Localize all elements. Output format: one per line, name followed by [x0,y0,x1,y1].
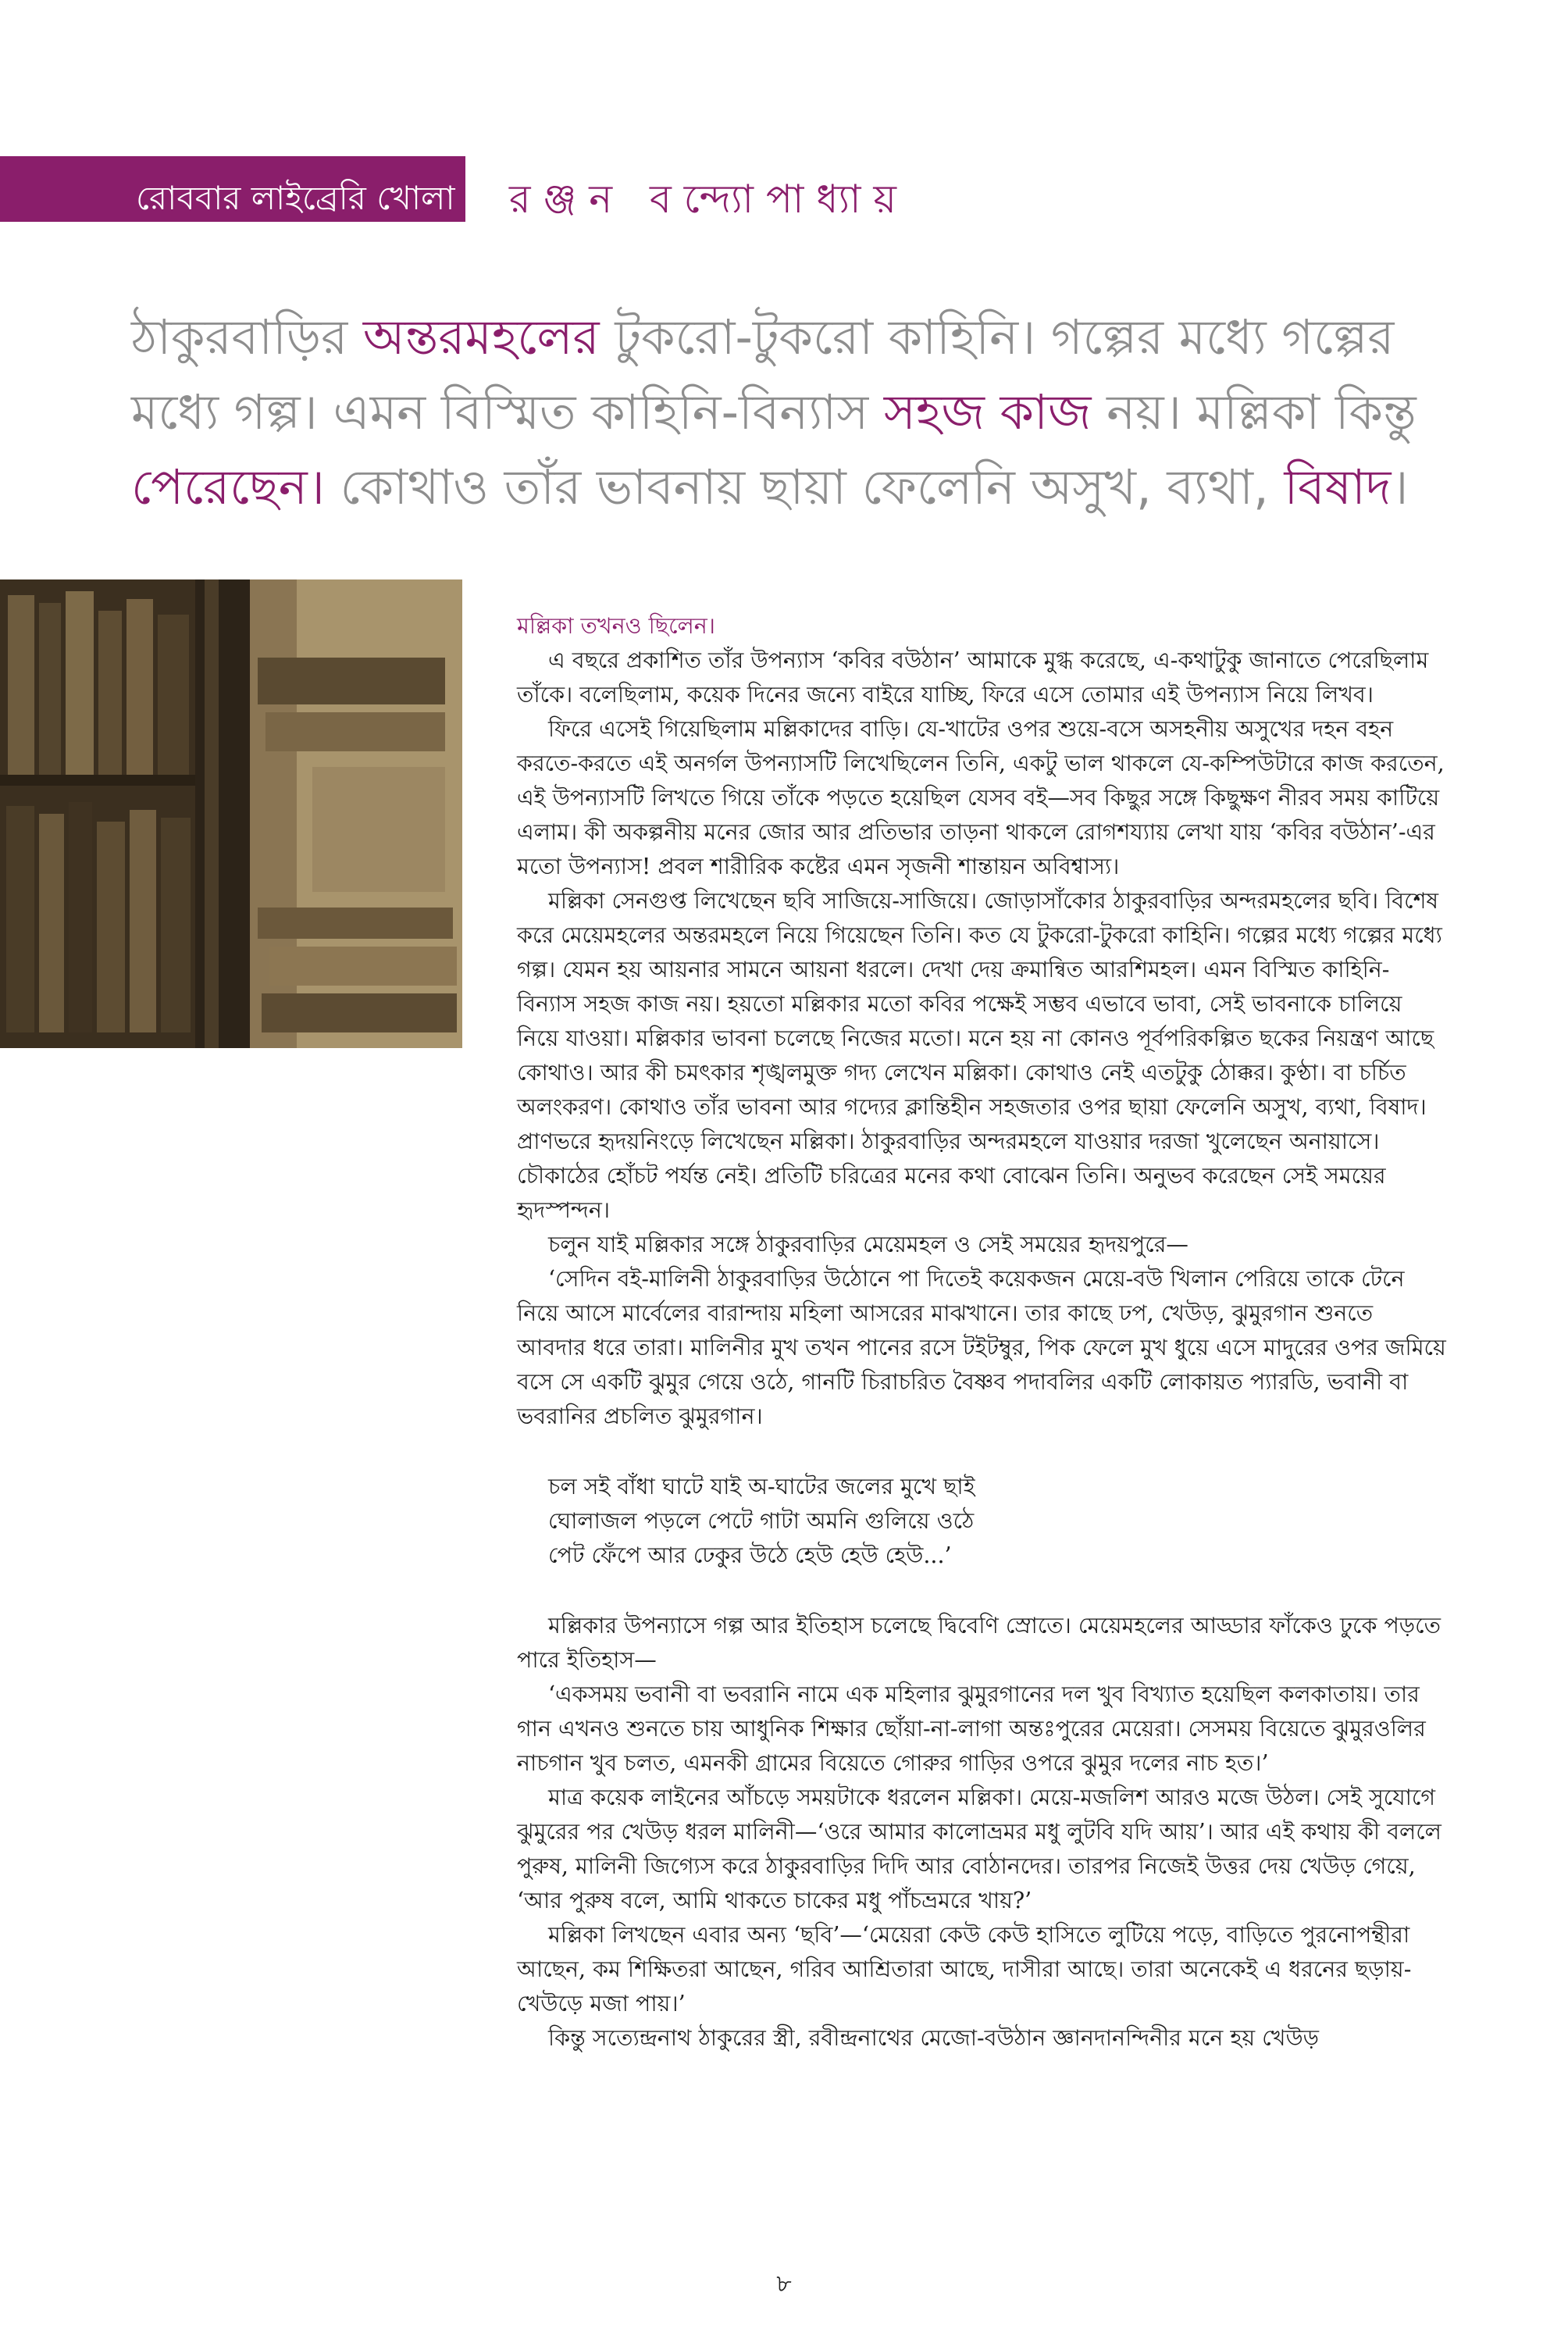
poem-line: চল সই বাঁধা ঘাটে যাই অ-ঘাটের জলের মুখে ছাই [548,1474,975,1500]
library-bookshelf-photo [0,579,462,1048]
article-paragraph: কিন্তু সত্যেন্দ্রনাথ ঠাকুরের স্ত্রী, রবীন্দ্রনাথের মেজো-বউঠান জ্ঞানদানন্দিনীর মনে হয় খেউড় [548,2025,1319,2051]
standfirst-text: । [1391,458,1409,515]
quoted-poem [548,1470,1446,1573]
author-name: রঞ্জন বন্দ্যোপাধ্যায় [509,177,909,222]
article-paragraph: মল্লিকা সেনগুপ্ত লিখেছেন ছবি সাজিয়ে-সাজিয়ে। জোড়াসাঁকোর ঠাকুরবাড়ির অন্দরমহলের ছবি। বিশেষ করে মেয়েমহলের অন্তরমহলে নিয়ে গিয়েছেন তিনি। কত যে টুকরো-টুকরো কাহিনি। গল্পের মধ্যে গল্পের মধ্যে গল্প। যেমন হয় আয়নার সামনে আয়না ধরলে। দেখা দেয় ক্রমান্বিত আরশিমহল। এমন বিস্মিত কাহিনি-বিন্যাস সহজ কাজ নয়। হয়তো মল্লিকার মতো কবির পক্ষেই সম্ভব এভাবে ভাবা, সেই ভাবনাকে চালিয়ে নিয়ে যাওয়া। মল্লিকার ভাবনা চলেছে নিজের মতো। মনে হয় না কোনও পূর্বপরিকল্পিত ছকের নিয়ন্ত্রণ আছে কোথাও। আর কী চমৎকার শৃঙ্খলমুক্ত গদ্য লেখেন মল্লিকা। কোথাও নেই এতটুকু ঠোক্কর। কুণ্ঠা। বা চর্চিত অলংকরণ। কোথাও তাঁর ভাবনা আর গদ্যের ক্লান্তিহীন সহজতার ওপর ছায়া ফেলেনি অসুখ, ব্যথা, বিষাদ। প্রাণভরে হৃদয়নিংড়ে লিখেছেন মল্লিকা। ঠাকুরবাড়ির অন্দরমহলে যাওয়ার দরজা খুলেছেন অনায়াসে। চৌকাঠের হোঁচট পর্যন্ত নেই। প্রতিটি চরিত্রের মনের কথা বোঝেন তিনি। অনুভব করেছেন সেই সময়ের হৃদস্পন্দন। [517,888,1442,1223]
poem-line: ঘোলাজল পড়লে পেটে গাটা অমনি গুলিয়ে ওঠে [548,1508,975,1534]
article-paragraph: ‘একসময় ভবানী বা ভবরানি নামে এক মহিলার ঝুমুরগানের দল খুব বিখ্যাত হয়েছিল কলকাতায়। তার গান এখনও শুনতে চায় আধুনিক শিক্ষার ছোঁয়া-না-লাগা অন্তঃপুরের মেয়েরা। সেসময় বিয়েতে ঝুমুরওলির নাচগান খুব চলত, এমনকী গ্রামের বিয়েতে গোরুর গাড়ির ওপরে ঝুমুর দলের নাচ হত।’ [517,1681,1426,1776]
article-paragraph: মল্লিকা লিখছেন এবার অন্য ‘ছবি’—‘মেয়েরা কেউ কেউ হাসিতে লুটিয়ে পড়ে, বাড়িতে পুরনোপন্থীরা আছেন, কম শিক্ষিতরা আছেন, গরিব আশ্রিতারা আছে, দাসীরা আছে। তারা অনেকেই এ ধরনের ছড়ায়-খেউড়ে মজা পায়।’ [517,1922,1412,2017]
standfirst-highlight: পেরেছেন। [131,458,325,515]
article-body [517,609,1446,2056]
article-paragraph: চলুন যাই মল্লিকার সঙ্গে ঠাকুরবাড়ির মেয়েমহল ও সেই সময়ের হৃদয়পুরে— [548,1232,1188,1257]
article-paragraph: এ বছরে প্রকাশিত তাঁর উপন্যাস ‘কবির বউঠান’ আমাকে মুগ্ধ করেছে, এ-কথাটুকু জানাতে পেরেছিলাম তাঁকে। বলেছিলাম, কয়েক দিনের জন্যে বাইরে যাচ্ছি, ফিরে এসে তোমার এই উপন্যাস নিয়ে লিখব। [517,647,1429,708]
standfirst-highlight: বিষাদ [1284,458,1392,515]
standfirst-text: নয়। মল্লিকা কিন্তু [1091,383,1417,440]
page-number: ৮ [776,2270,792,2298]
standfirst-text: ঠাকুরবাড়ির [131,308,363,366]
section-title: রোববার লাইব্রেরি খোলা [131,175,460,223]
standfirst-highlight: অন্তরমহলের [362,308,600,366]
standfirst-highlight: সহজ কাজ [883,383,1092,440]
standfirst-text: কোথাও তাঁর ভাবনায় ছায়া ফেলেনি অসুখ, ব্যথা, [324,458,1285,515]
article-lead: মল্লিকা তখনও ছিলেন। [517,613,715,639]
standfirst [131,300,1459,525]
poem-line: পেট ফেঁপে আর ঢেকুর উঠে হেউ হেউ হেউ...’ [548,1542,952,1568]
article-paragraph: মল্লিকার উপন্যাসে গল্প আর ইতিহাস চলেছে দ্বিবেণি স্রোতে। মেয়েমহলের আড্ডার ফাঁকেও ঢুকে পড়তে পারে ইতিহাস— [517,1613,1441,1673]
article-paragraph: মাত্র কয়েক লাইনের আঁচড়ে সময়টাকে ধরলেন মল্লিকা। মেয়ে-মজলিশ আরও মজে উঠল। সেই সুযোগে ঝুমুরের পর খেউড় ধরল মালিনী—‘ওরে আমার কালোভ্রমর মধু লুটবি যদি আয়’। আর এই কথায় কী বললে পুরুষ, মালিনী জিগ্যেস করে ঠাকুরবাড়ির দিদি আর বোঠানদের। তারপর নিজেই উত্তর দেয় খেউড় গেয়ে, ‘আর পুরুষ বলে, আমি থাকতে চাকের মধু পাঁচভ্রমরে খায়?’ [517,1785,1441,1913]
article-paragraph: ফিরে এসেই গিয়েছিলাম মল্লিকাদের বাড়ি। যে-খাটের ওপর শুয়ে-বসে অসহনীয় অসুখের দহন বহন করতে-করতে এই অনর্গল উপন্যাসটি লিখেছিলেন তিনি, একটু ভাল থাকলে যে-কম্পিউটারে কাজ করতেন, এই উপন্যাসটি লিখতে গিয়ে তাঁকে পড়তে হয়েছিল যেসব বই—সব কিছুর সঙ্গে কিছুক্ষণ নীরব সময় কাটিয়ে এলাম। কী অকল্পনীয় মনের জোর আর প্রতিভার তাড়না থাকলে রোগশয্যায় লেখা যায় ‘কবির বউঠান’-এর মতো উপন্যাস! প্রবল শারীরিক কষ্টের এমন সৃজনী শান্তায়ন অবিশ্বাস্য। [517,716,1445,879]
standfirst-text: টুকরো-টুকরো কাহিনি। গল্পের মধ্যে গল্পের মধ্যে গল্প। এমন বিস্মিত কাহিনি-বিন্যাস [131,308,1395,440]
article-paragraph: ‘সেদিন বই-মালিনী ঠাকুরবাড়ির উঠোনে পা দিতেই কয়েকজন মেয়ে-বউ খিলান পেরিয়ে তাকে টেনে নিয়ে আসে মার্বেলের বারান্দায় মহিলা আসরের মাঝখানে। তার কাছে ঢপ, খেউড়, ঝুমুরগান শুনতে আবদার ধরে তারা। মালিনীর মুখ তখন পানের রসে টইটম্বুর, পিক ফেলে মুখ ধুয়ে এসে মাদুরের ওপর জমিয়ে বসে সে একটি ঝুমুর গেয়ে ওঠে, গানটি চিরাচরিত বৈষ্ণব পদাবলির একটি লোকায়ত প্যারডি, ভবানী বা ভবরানির প্রচলিত ঝুমুরগান। [517,1266,1446,1429]
